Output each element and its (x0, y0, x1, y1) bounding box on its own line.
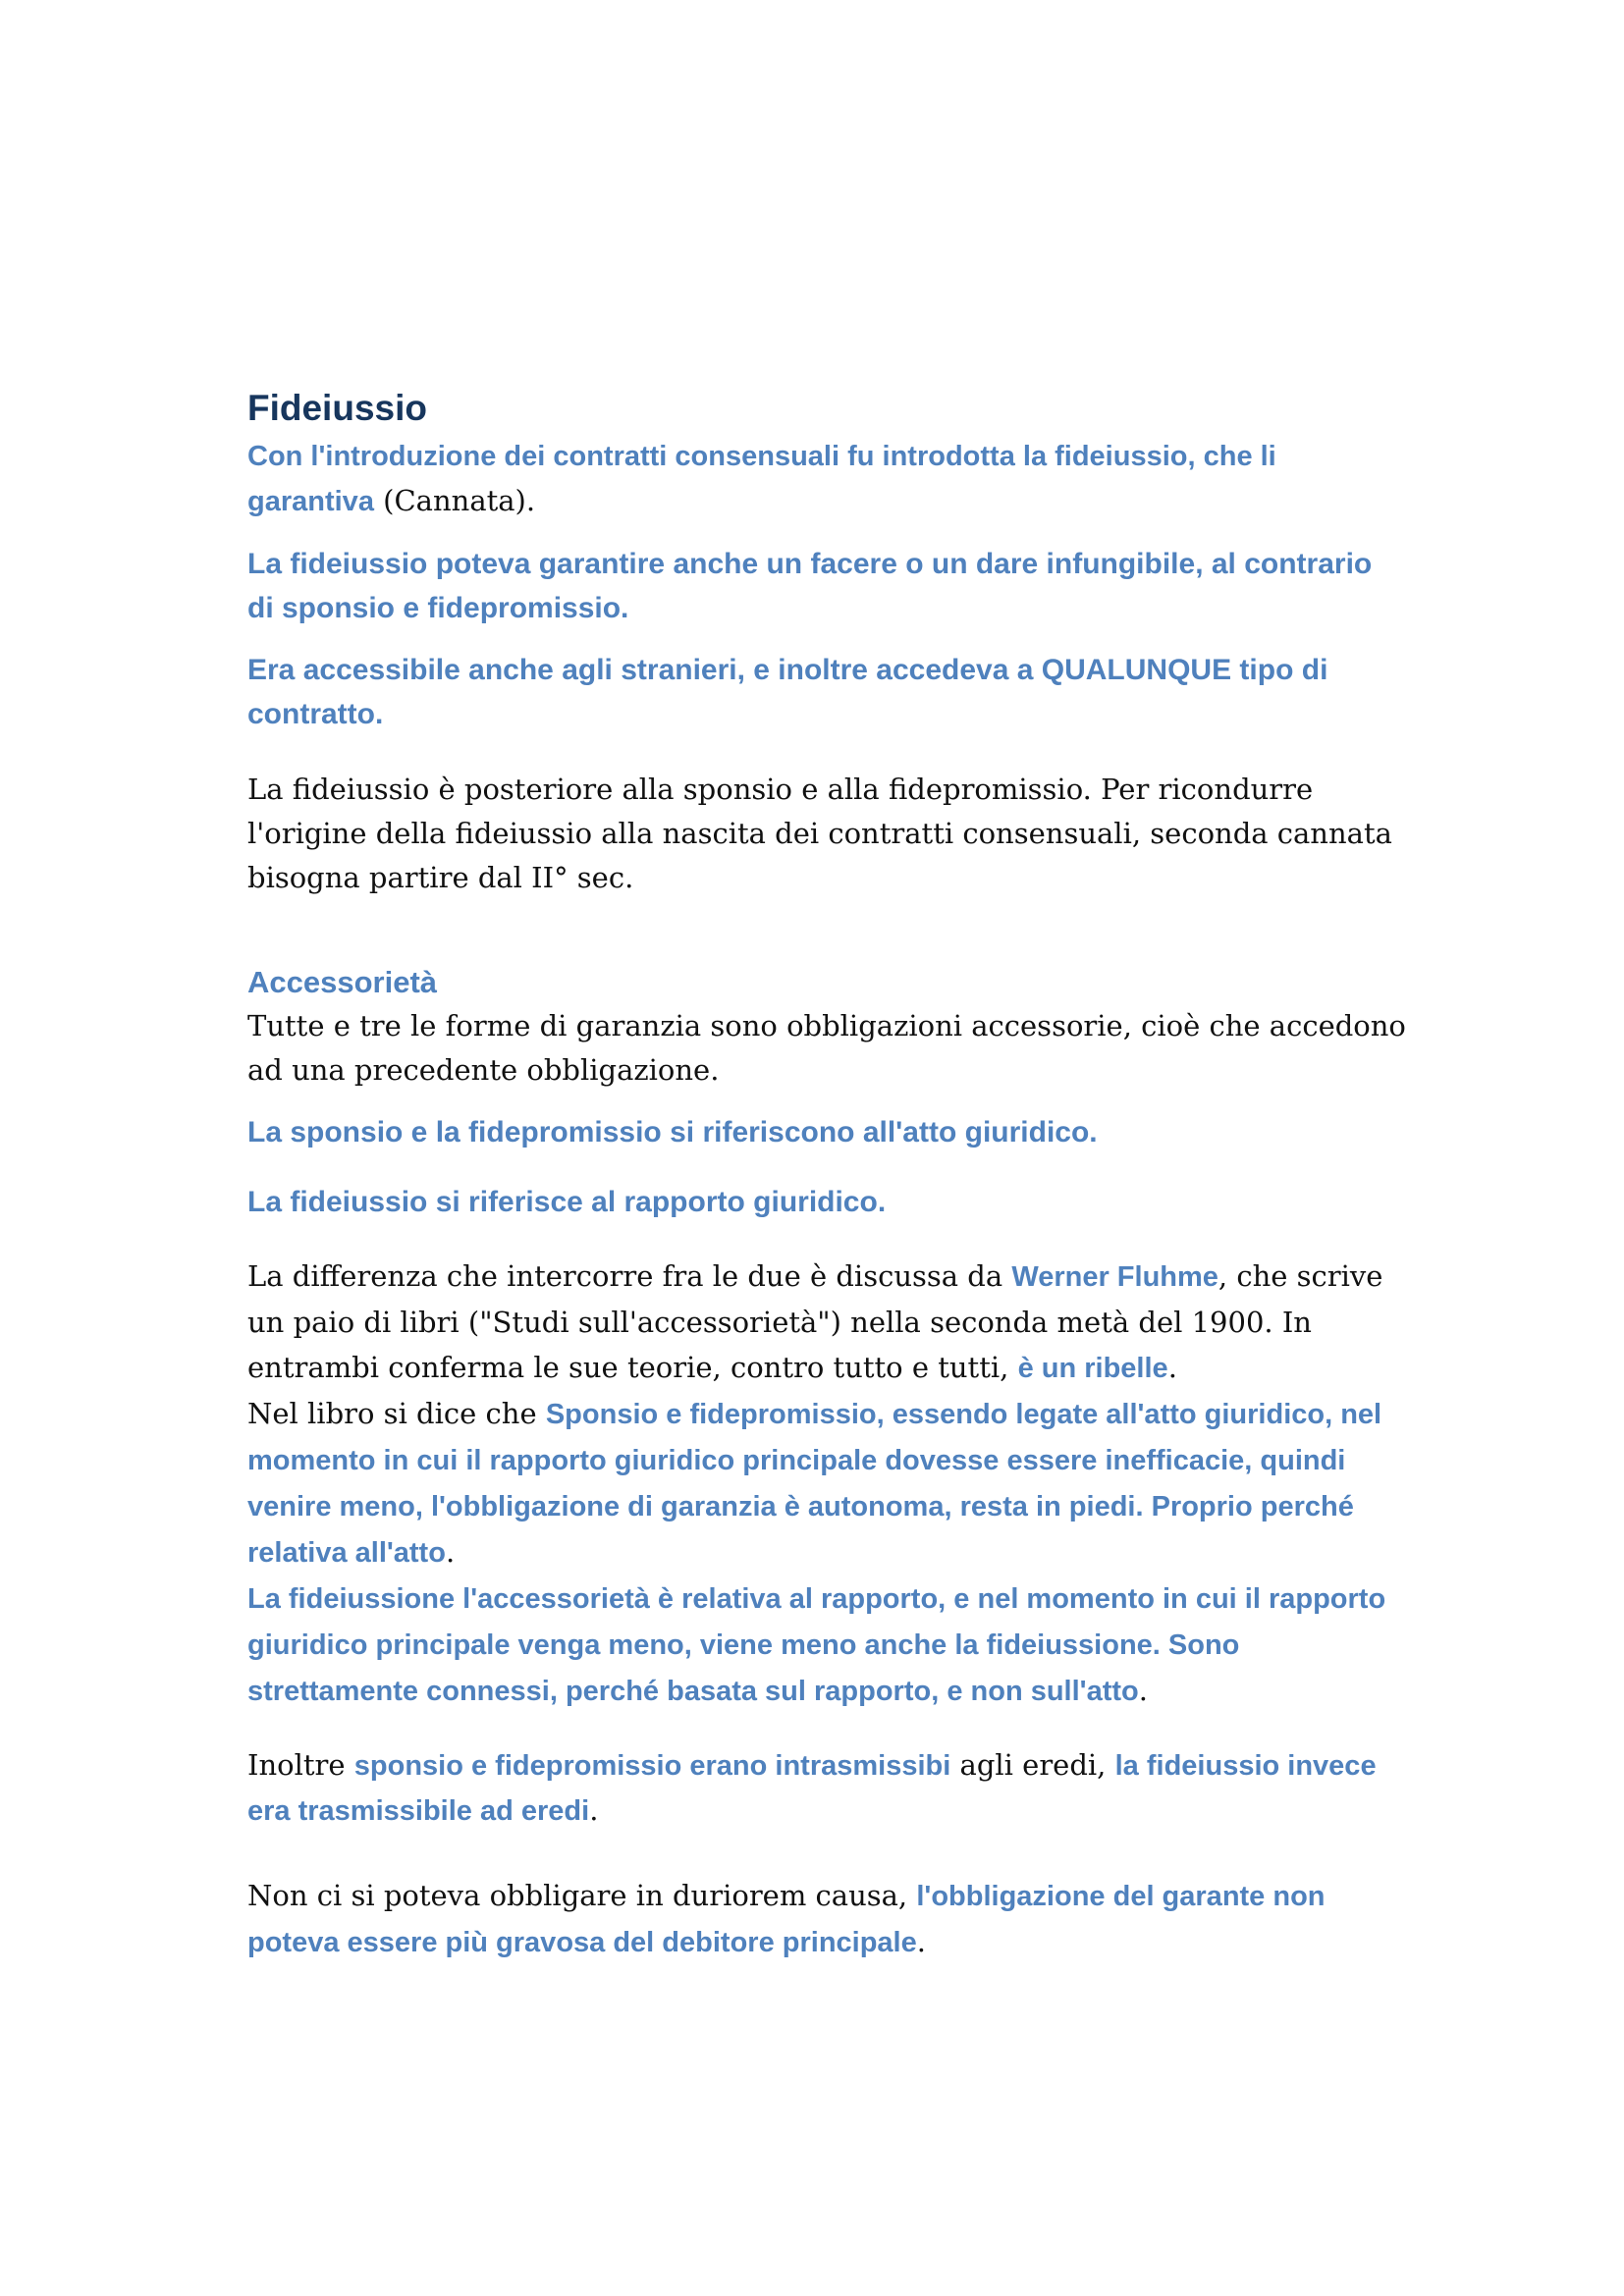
differenza-text-a: La differenza che intercorre fra le due è discussa da (247, 1259, 1012, 1293)
intro-plain: (Cannata). (373, 484, 536, 517)
paragraph-fideiussione-rapporto (247, 1575, 1406, 1714)
duriorem-text-c: . (916, 1925, 926, 1958)
paragraph-duriorem-causa (247, 1873, 1406, 1965)
paragraph-fideiussio-facere: La fideiussio poteva garantire anche un facere o un dare infungibile, al contrario di sponsio e fidepromissio. (247, 548, 1373, 624)
heading-accessorieta: Accessorietà (247, 965, 438, 999)
paragraph-forme-garanzia: Tutte e tre le forme di garanzia sono obbligazioni accessorie, cioè che accedono ad una precedente obbligazione. (247, 1009, 1406, 1087)
garante-bold: l'obbligazione del garante non poteva essere più gravosa del debitore principale (247, 1881, 1326, 1958)
paragraph-eredi (247, 1743, 1406, 1834)
paragraph-nel-libro (247, 1391, 1406, 1575)
heading-fideiussio: Fideiussio (247, 388, 427, 428)
paragraph-intro (247, 434, 1406, 524)
ribelle-bold: è un ribelle (1017, 1353, 1168, 1384)
author-name: Werner Fluhme (1011, 1261, 1218, 1293)
paragraph-atto-giuridico: La sponsio e la fidepromissio si riferiscono all'atto giuridico. (247, 1116, 1098, 1148)
eredi-text-a: Inoltre (247, 1748, 354, 1782)
duriorem-text-a: Non ci si poteva obbligare in duriorem causa, (247, 1879, 917, 1912)
paragraph-posteriore: La fideiussio è posteriore alla sponsio e alla fidepromissio. Per ricondurre l'origine della fideiussio alla nascita dei contratti consensuali, seconda cannata bisogna partire dal II° sec. (247, 773, 1392, 894)
differenza-text-e: . (1167, 1351, 1177, 1384)
nel-libro-text-a: Nel libro si dice che (247, 1397, 546, 1430)
intro-bold: Con l'introduzione dei contratti consensuali fu introdotta la fideiussio, che li garantiva (247, 441, 1276, 517)
page-content (247, 383, 1406, 1965)
paragraph-differenza (247, 1254, 1406, 1391)
paragraph-stranieri: Era accessibile anche agli stranieri, e inoltre accedeva a QUALUNQUE tipo di contratto. (247, 654, 1328, 730)
nel-libro-text-c: . (445, 1535, 456, 1569)
differenza-text-c: , che scrive un paio di libri ("Studi sull'accessorietà") nella seconda metà del 1900. In entrambi conferma le sue teorie, contro tutto e tutti, (247, 1259, 1383, 1384)
paragraph-rapporto-giuridico: La fideiussio si riferisce al rapporto giuridico. (247, 1186, 887, 1218)
fideiussione-bold: La fideiussione l'accessorietà è relativa al rapporto, e nel momento in cui il rapporto giuridico principale venga meno, viene meno anche la fideiussione. Sono strettamente connessi, perché basata sul rapporto, e non sull'atto (247, 1583, 1386, 1707)
eredi-text-c: agli eredi, (950, 1748, 1115, 1782)
intrasmissibili-bold: sponsio e fidepromissio erano intrasmissibi (353, 1750, 951, 1782)
fideiussione-text-c: . (1138, 1674, 1148, 1707)
trasmissibile-bold: la fideiussio invece era trasmissibile ad eredi (247, 1750, 1377, 1827)
eredi-text-e: . (589, 1793, 599, 1827)
nel-libro-bold: Sponsio e fidepromissio, essendo legate all'atto giuridico, nel momento in cui il rapporto giuridico principale dovesse essere inefficacie, quindi venire meno, l'obbligazione di garanzia è autonoma, resta in piedi. Proprio perché relativa all'atto (247, 1399, 1382, 1569)
